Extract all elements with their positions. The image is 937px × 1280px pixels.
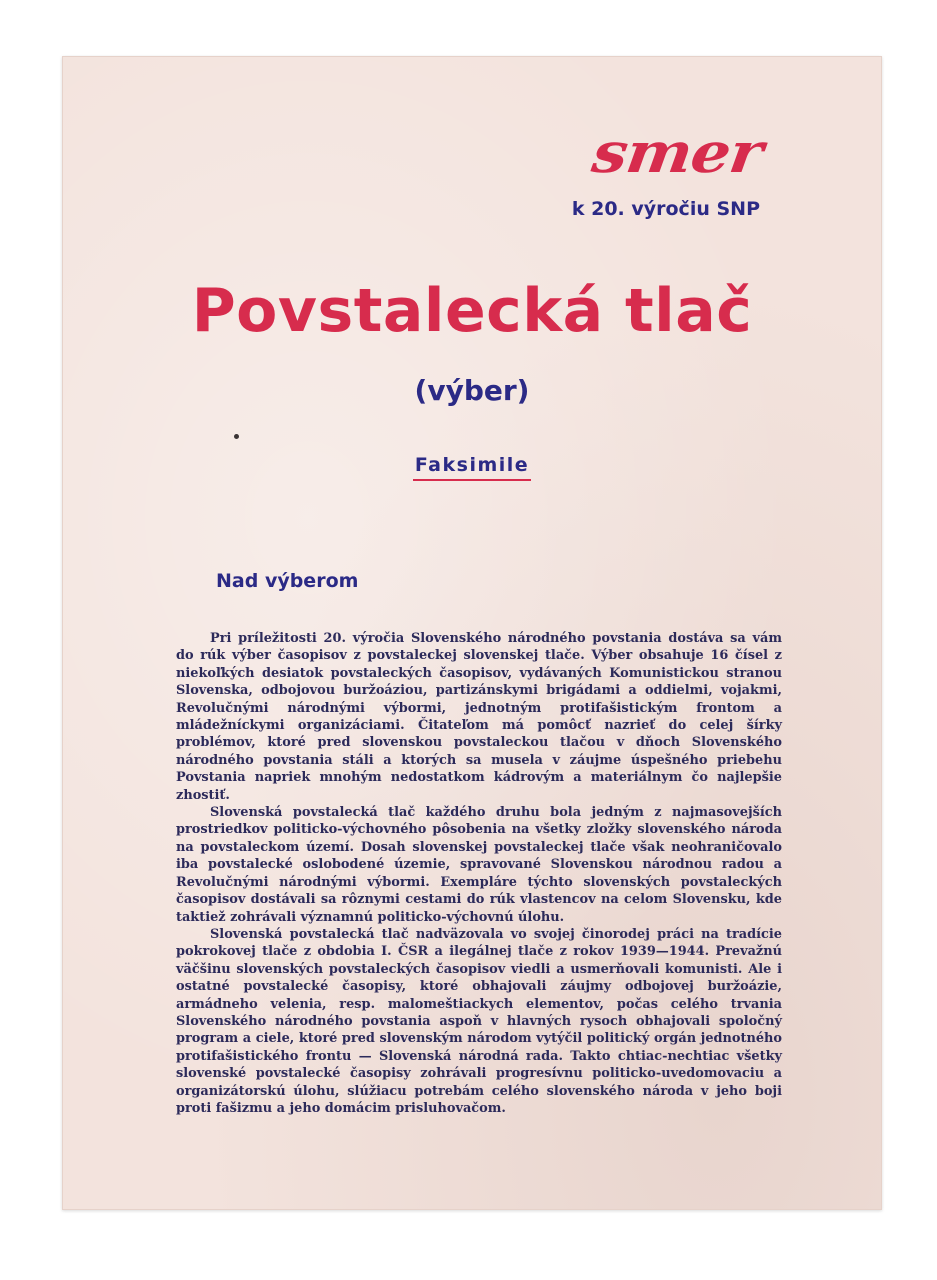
ink-speck (234, 434, 239, 439)
paragraph-1: Pri príležitosti 20. výročia Slovenského národného povstania dostáva sa vám do rúk výber časopisov z povstaleckej slovenskej tlače. Výber obsahuje 16 čísel z niekoľkých desiatok povstaleckých časopisov, vydávaných Komunistickou stranou Slovenska, odbojovou buržoáziou, partizánskymi brigádami a oddielmi, vojakmi, Revolučnými národnými výbormi, jednotným protifašistickým frontom a mládežníckymi organizáciami. Čitateľom má pomôcť nazrieť do celej šírky problémov, ktoré pred slovenskou povstaleckou tlačou v dňoch Slovenského národného povstania stáli a ktorých sa musela v záujme úspešného priebehu Povstania napriek mnohým nedostatkom kádrovým a materiálnym čo najlepšie zhostiť. (176, 631, 782, 803)
page-title: Povstalecká tlač (191, 276, 753, 346)
section-heading: Nad výberom (216, 570, 359, 592)
paragraph-2: Slovenská povstalecká tlač každého druhu bola jedným z najmasovejších prostriedkov politicko-výchovného pôsobenia na všetky zložky slovenského národa na povstaleckom území. Dosah slovenskej povstaleckej tlače však neohraničovalo iba povstalecké oslobodené územie, spravované Slovenskou národnou radou a Revolučnými národnými výbormi. Exempláre týchto slovenských povstaleckých časopisov dostávali sa rôznymi cestami do rúk vlastencov na celom Slovensku, kde taktiež zohrávali významnú politicko-výchovnú úlohu. (176, 805, 782, 925)
page-subtitle: (výber) (414, 374, 530, 407)
facsimile-label: Faksimile (413, 454, 531, 481)
anniversary-line: k 20. výročiu SNP (571, 198, 760, 220)
smer-logo: smer (588, 119, 767, 186)
facsimile-label-wrap (62, 454, 882, 481)
document-page (62, 56, 882, 1210)
body-text (176, 630, 782, 1117)
paragraph-3: Slovenská povstalecká tlač nadväzovala vo svojej činorodej práci na tradície pokrokovej tlače z obdobia I. ČSR a ilegálnej tlače z rokov 1939—1944. Prevažnú väčšinu slovenských povstaleckých časopisov viedli a usmerňovali komunisti. Ale i ostatné povstalecké časopisy, ktoré obhajovali záujmy odbojovej buržoázie, armádneho velenia, resp. malomeštiackych elementov, počas celého trvania Slovenského národného povstania aspoň v hlavných rysoch obhajovali spoločný program a ciele, ktoré pred slovenským národom vytýčil politický orgán jednotného protifašistického frontu — Slovenská národná rada. Takto chtiac-nechtiac všetky slovenské povstalecké časopisy zohrávali progresívnu politicko-uvedomovaciu a organizátorskú úlohu, slúžiacu potrebám celého slovenského národa v jeho boji proti fašizmu a jeho domácim prisluhovačom. (176, 926, 782, 1116)
